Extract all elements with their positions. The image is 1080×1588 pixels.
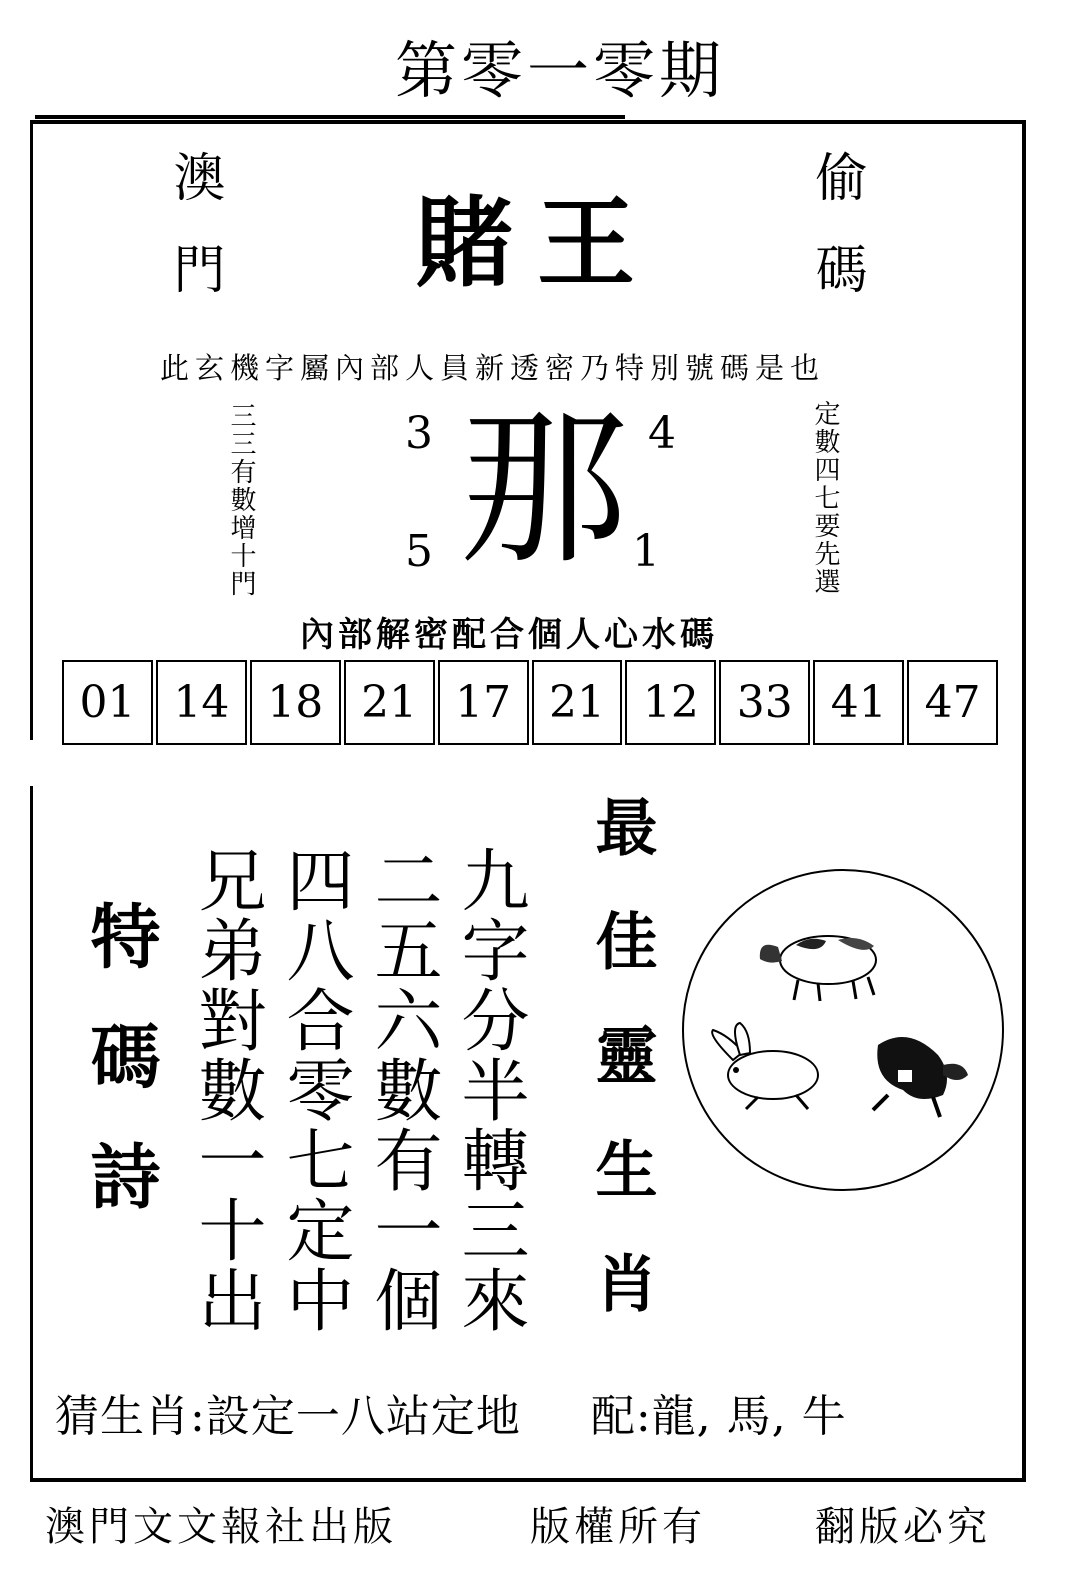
corner-number-bottom-left: 5 <box>405 526 433 577</box>
corner-number-top-right: 4 <box>648 408 676 459</box>
number-row <box>62 660 998 745</box>
number-cell: 41 <box>813 660 904 745</box>
left-side-label: 澳門 <box>164 150 224 334</box>
number-cell: 47 <box>907 660 998 745</box>
poem-line-4: 兄弟對數一十出 <box>187 845 266 1335</box>
number-cell: 33 <box>719 660 810 745</box>
poem-line-2: 二五六數有一個 <box>363 845 442 1335</box>
clue-right: 定數四七要先選 <box>810 400 840 596</box>
number-cell: 01 <box>62 660 153 745</box>
number-cell: 12 <box>625 660 716 745</box>
number-cell: 18 <box>250 660 341 745</box>
frame-gap <box>25 740 37 786</box>
poem-line-3: 四八合零七定中 <box>275 845 354 1335</box>
guess-line <box>55 1380 847 1444</box>
subtitle: 內部解密配合個人心水碼 <box>300 615 718 655</box>
match-text: 配:龍, 馬, 牛 <box>590 1391 847 1442</box>
number-cell: 21 <box>344 660 435 745</box>
rabbit-icon <box>712 1023 818 1109</box>
corner-number-top-left: 3 <box>405 408 433 459</box>
corner-number-bottom-right: 1 <box>632 526 660 577</box>
clue-left: 三三有數增十門 <box>226 402 256 598</box>
zodiac-heading: 最佳靈生肖 <box>585 795 658 1365</box>
poem-line-1: 九字分半轉三來 <box>450 845 529 1335</box>
number-cell: 14 <box>156 660 247 745</box>
riddle-character: 那 <box>460 391 628 587</box>
illustration-circle <box>683 870 1003 1190</box>
poem-heading: 特碼詩 <box>79 900 161 1260</box>
right-side-label: 偷碼 <box>806 150 866 334</box>
number-cell: 21 <box>532 660 623 745</box>
zodiac-illustration <box>678 865 1008 1195</box>
warning-text: 翻版必究 <box>815 1504 991 1550</box>
rights-text: 版權所有 <box>530 1504 706 1550</box>
intro-text: 此玄機字屬內部人員新透密乃特別號碼是也 <box>160 351 826 385</box>
number-cell: 17 <box>438 660 529 745</box>
publisher-text: 澳門文文報社出版 <box>45 1504 397 1550</box>
top-rule <box>35 115 625 119</box>
ox-icon <box>760 936 876 1001</box>
page-title: 賭王 <box>415 187 660 301</box>
dog-icon <box>873 1037 968 1117</box>
issue-number: 第零一零期 <box>394 34 725 107</box>
guess-text: 猜生肖:設定一八站定地 <box>55 1391 521 1442</box>
